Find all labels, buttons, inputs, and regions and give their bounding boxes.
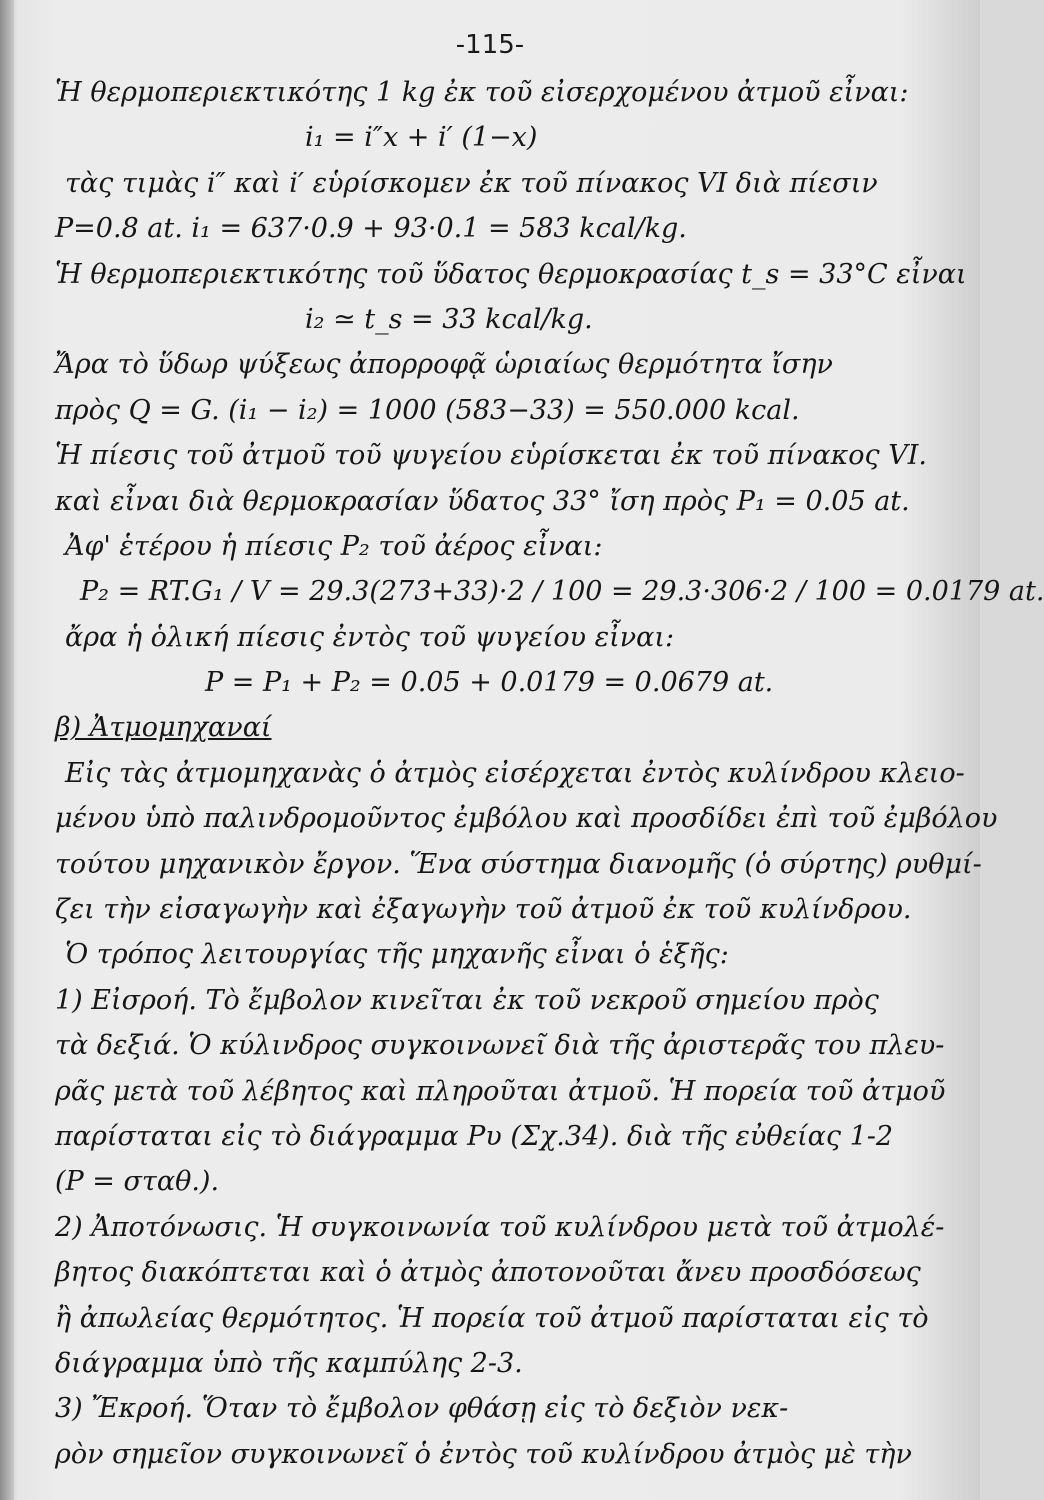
text-line: ἄρα ἡ ὁλική πίεσις ἐντὸς τοῦ ψυγείου εἶναι: (65, 621, 675, 653)
text-line: διάγραμμα ὑπὸ τῆς καμπύλης 2-3. (55, 1347, 523, 1379)
equation-line: P₂ = RT.G₁ / V = 29.3(273+33)·2 / 100 = 29.3·306·2 / 100 = 0.0179 at. (80, 576, 1044, 608)
text-line: Ἡ πίεσις τοῦ ἀτμοῦ τοῦ ψυγείου εὑρίσκεται ἐκ τοῦ πίνακος VI. (55, 440, 927, 472)
text-line: παρίσταται εἰς τὸ διάγραμμα Pυ (Σχ.34). διὰ τῆς εὐθείας 1-2 (55, 1120, 894, 1152)
text-line: ρᾶς μετὰ τοῦ λέβητος καὶ πληροῦται ἀτμοῦ. Ἡ πορεία τοῦ ἀτμοῦ (55, 1075, 946, 1107)
text-line: Ὁ τρόπος λειτουργίας τῆς μηχανῆς εἶναι ὁ ἑξῆς: (65, 939, 729, 971)
text-line: Ἡ θερμοπεριεκτικότης τοῦ ὕδατος θερμοκρασίας t_s = 33°C εἶναι (55, 258, 967, 290)
text-line: 1) Εἰσροή. Τὸ ἔμβολον κινεῖται ἐκ τοῦ νεκροῦ σημείου πρὸς (55, 984, 879, 1016)
text-line: 2) Ἀποτόνωσις. Ἡ συγκοινωνία τοῦ κυλίνδρου μετὰ τοῦ ἀτμολέ- (55, 1211, 945, 1243)
text-line: τὰς τιμὰς i″ καὶ i′ εὑρίσκομεν ἐκ τοῦ πίνακος VI διὰ πίεσιν (65, 167, 878, 199)
page-binding-edge (0, 0, 14, 1500)
text-line: Ἡ θερμοπεριεκτικότης 1 kg ἐκ τοῦ εἰσερχομένου ἀτμοῦ εἶναι: (55, 77, 909, 108)
text-line: βητος διακόπτεται καὶ ὁ ἀτμὸς ἀποτονοῦται ἄνευ προσδόσεως (55, 1257, 921, 1289)
text-line: 3) Ἔκροή. Ὅταν τὸ ἔμβολον φθάσῃ εἰς τὸ δεξιὸν νεκ- (55, 1393, 789, 1425)
text-line: μένου ὑπὸ παλινδρομοῦντος ἐμβόλου καὶ προσδίδει ἐπὶ τοῦ ἐμβόλου (55, 803, 998, 835)
equation-line: P = P₁ + P₂ = 0.05 + 0.0179 = 0.0679 at. (205, 667, 774, 699)
text-line: (P = σταθ.). (55, 1166, 220, 1198)
equation-line: P=0.8 at. i₁ = 637·0.9 + 93·0.1 = 583 kcal/kg. (55, 213, 687, 245)
text-line: Εἰς τὰς ἀτμομηχανὰς ὁ ἀτμὸς εἰσέρχεται ἐντὸς κυλίνδρου κλειο- (65, 757, 965, 789)
handwritten-text-block (55, 70, 1044, 1477)
text-line: τούτου μηχανικὸν ἔργον. Ἕνα σύστημα διανομῆς (ὁ σύρτης) ρυθμί- (55, 848, 982, 880)
page-number: -115- (455, 30, 525, 60)
text-line: Ἄρα τὸ ὕδωρ ψύξεως ἀπορροφᾷ ὡριαίως θερμότητα ἴσην (55, 349, 833, 381)
equation-line: i₁ = i″x + i′ (1−x) (305, 122, 538, 154)
equation-line: πρὸς Q = G. (i₁ − i₂) = 1000 (583−33) = 550.000 kcal. (55, 394, 800, 426)
text-line: ζει τὴν εἰσαγωγὴν καὶ ἐξαγωγὴν τοῦ ἀτμοῦ ἐκ τοῦ κυλίνδρου. (55, 894, 912, 926)
text-line: Ἀφ' ἑτέρου ἡ πίεσις P₂ τοῦ ἀέρος εἶναι: (65, 530, 603, 562)
text-line: τὰ δεξιά. Ὁ κύλινδρος συγκοινωνεῖ διὰ τῆς ἀριστερᾶς του πλευ- (55, 1030, 945, 1062)
text-line: ρὸν σημεῖον συγκοινωνεῖ ὁ ἐντὸς τοῦ κυλίνδρου ἀτμὸς μὲ τὴν (55, 1438, 912, 1470)
text-line: ἢ ἀπωλείας θερμότητος. Ἡ πορεία τοῦ ἀτμοῦ παρίσταται εἰς τὸ (55, 1302, 929, 1334)
text-line: καὶ εἶναι διὰ θερμοκρασίαν ὕδατος 33° ἴση πρὸς P₁ = 0.05 at. (55, 485, 910, 517)
section-title: β) Ἀτμομηχαναί (55, 712, 272, 744)
equation-line: i₂ ≃ t_s = 33 kcal/kg. (305, 303, 593, 335)
